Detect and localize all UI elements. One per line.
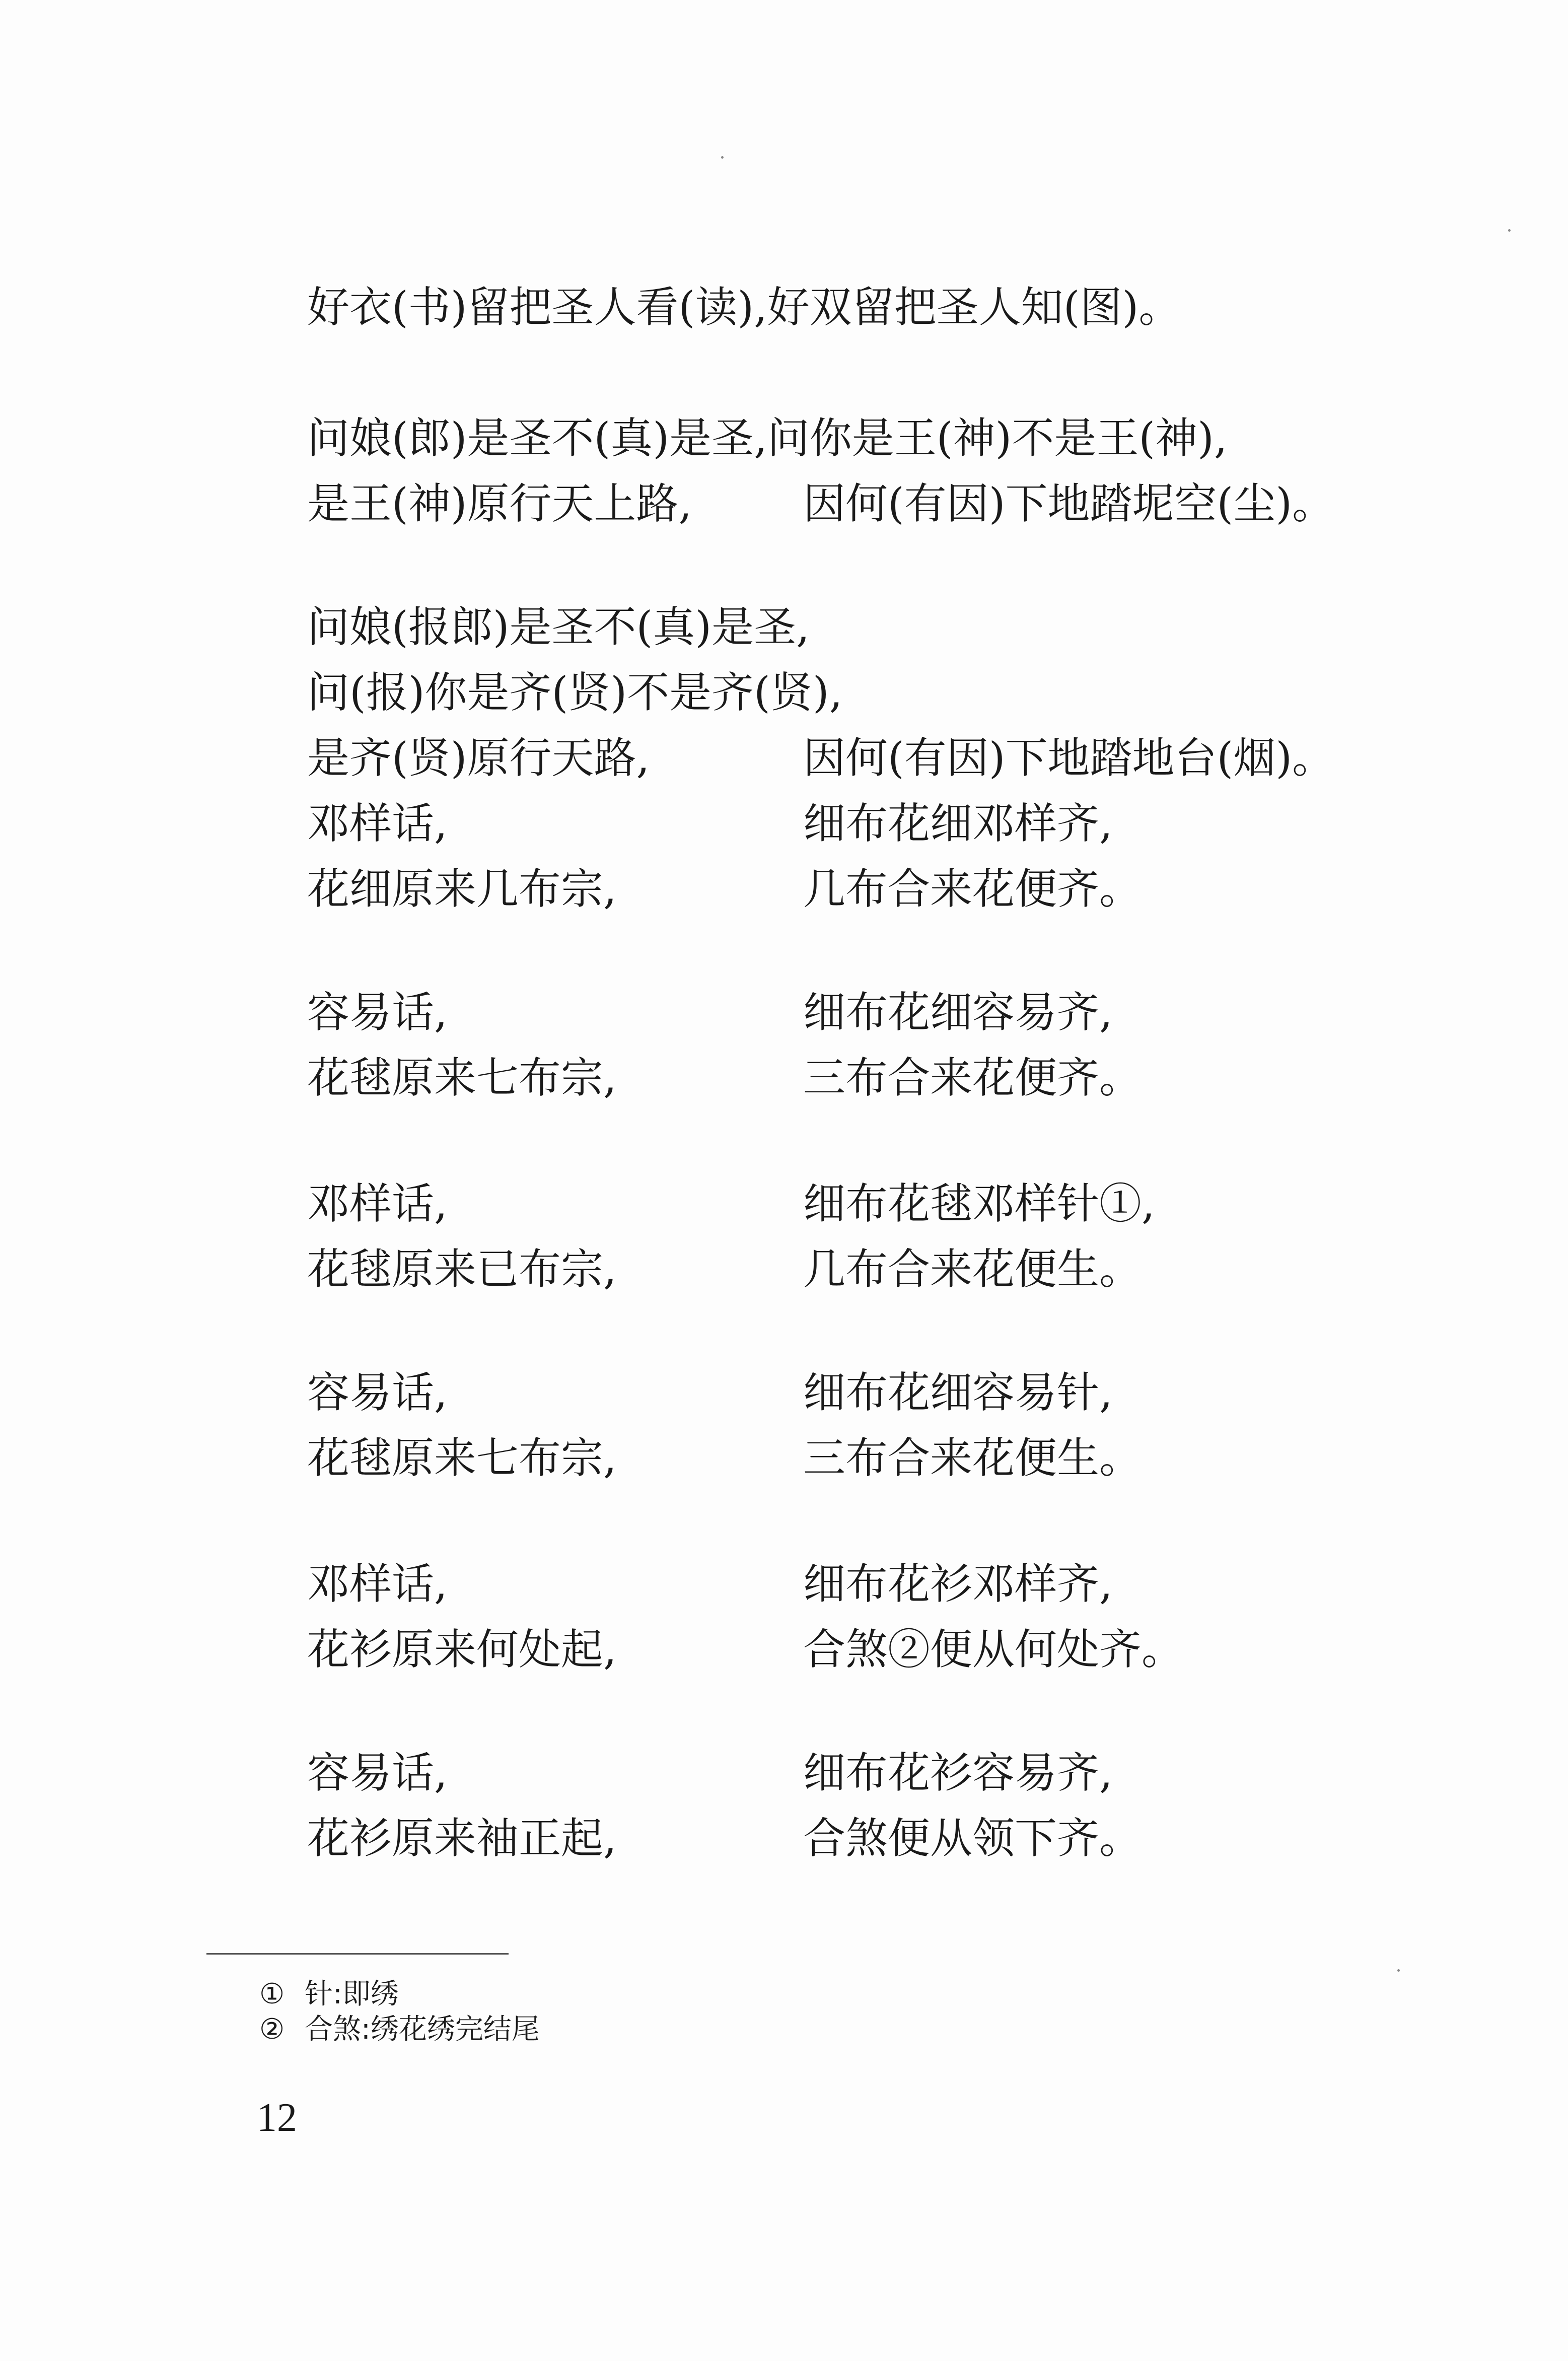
verse-text: 花毬原来七布宗, bbox=[307, 1053, 617, 1102]
footnote-divider bbox=[206, 1953, 509, 1955]
verse-text-right: 三布合来花便生。 bbox=[803, 1433, 1142, 1483]
verse-line bbox=[0, 1171, 1568, 1236]
verse-text-right: 细布花衫容易齐, bbox=[803, 1748, 1113, 1797]
verse-text: 是齐(贤)原行天路, bbox=[307, 733, 650, 783]
verse-text: 花毬原来七布宗, bbox=[307, 1433, 617, 1483]
verse-line bbox=[0, 725, 1568, 791]
verse-line bbox=[0, 1806, 1568, 1871]
verse-text: 邓样话, bbox=[307, 799, 448, 848]
verse-line bbox=[0, 274, 1568, 340]
verse-text-right: 几布合来花便齐。 bbox=[803, 864, 1142, 914]
verse-text-right: 三布合来花便齐。 bbox=[803, 1053, 1142, 1102]
verse-line bbox=[0, 856, 1568, 922]
verse-line bbox=[0, 1236, 1568, 1302]
verse-line bbox=[0, 405, 1568, 471]
verse-line bbox=[0, 1551, 1568, 1617]
footnote-mark: ② bbox=[259, 2013, 285, 2046]
verse-text: 花衫原来袖正起, bbox=[307, 1814, 617, 1863]
verse-line bbox=[0, 471, 1568, 536]
verse-line bbox=[0, 1617, 1568, 1682]
verse-text-right: 几布合来花便生。 bbox=[803, 1244, 1142, 1294]
verse-text: 邓样话, bbox=[307, 1179, 448, 1228]
verse-text-right: 合煞②便从何处齐。 bbox=[803, 1625, 1184, 1674]
verse-text: 好衣(书)留把圣人看(读),好双留把圣人知(图)。 bbox=[307, 283, 1181, 332]
verse-line bbox=[0, 1045, 1568, 1110]
verse-text: 邓样话, bbox=[307, 1559, 448, 1609]
verse-line bbox=[0, 660, 1568, 725]
verse-text-right: 合煞便从领下齐。 bbox=[803, 1814, 1142, 1863]
scan-speck bbox=[721, 156, 724, 159]
verse-line bbox=[0, 1740, 1568, 1806]
verse-text-right: 细布花细容易针, bbox=[803, 1368, 1113, 1417]
footnote-text: 针:即绣 bbox=[305, 1978, 399, 2010]
footnote-text: 合煞:绣花绣完结尾 bbox=[305, 2013, 540, 2046]
verse-text: 花衫原来何处起, bbox=[307, 1625, 617, 1674]
scan-speck bbox=[1508, 229, 1511, 232]
scan-speck bbox=[1397, 1969, 1400, 1972]
verse-text: 问娘(郎)是圣不(真)是圣,问你是王(神)不是王(神), bbox=[307, 413, 1228, 463]
verse-text-right: 因何(有因)下地踏地台(烟)。 bbox=[803, 733, 1335, 783]
verse-text-right: 细布花细容易齐, bbox=[803, 988, 1113, 1037]
verse-text: 问(报)你是齐(贤)不是齐(贤), bbox=[307, 668, 843, 717]
page-number: 12 bbox=[257, 2096, 297, 2140]
verse-text: 花毬原来已布宗, bbox=[307, 1244, 617, 1294]
verse-line bbox=[0, 1425, 1568, 1491]
footnote-mark: ① bbox=[259, 1978, 285, 2010]
verse-text: 是王(神)原行天上路, bbox=[307, 479, 692, 528]
footnote bbox=[259, 2012, 1266, 2047]
verse-line bbox=[0, 980, 1568, 1045]
verse-text: 问娘(报郎)是圣不(真)是圣, bbox=[307, 602, 810, 652]
verse-text: 容易话, bbox=[307, 1368, 448, 1417]
verse-text-right: 因何(有因)下地踏坭空(尘)。 bbox=[803, 479, 1335, 528]
verse-text-right: 细布花衫邓样齐, bbox=[803, 1559, 1113, 1609]
verse-text-right: 细布花毬邓样针①, bbox=[803, 1179, 1155, 1228]
verse-line bbox=[0, 594, 1568, 660]
verse-text: 容易话, bbox=[307, 988, 448, 1037]
verse-line bbox=[0, 791, 1568, 856]
verse-line bbox=[0, 1360, 1568, 1425]
verse-text: 花细原来几布宗, bbox=[307, 864, 617, 914]
verse-text: 容易话, bbox=[307, 1748, 448, 1797]
footnote bbox=[259, 1977, 1266, 2012]
verse-text-right: 细布花细邓样齐, bbox=[803, 799, 1113, 848]
